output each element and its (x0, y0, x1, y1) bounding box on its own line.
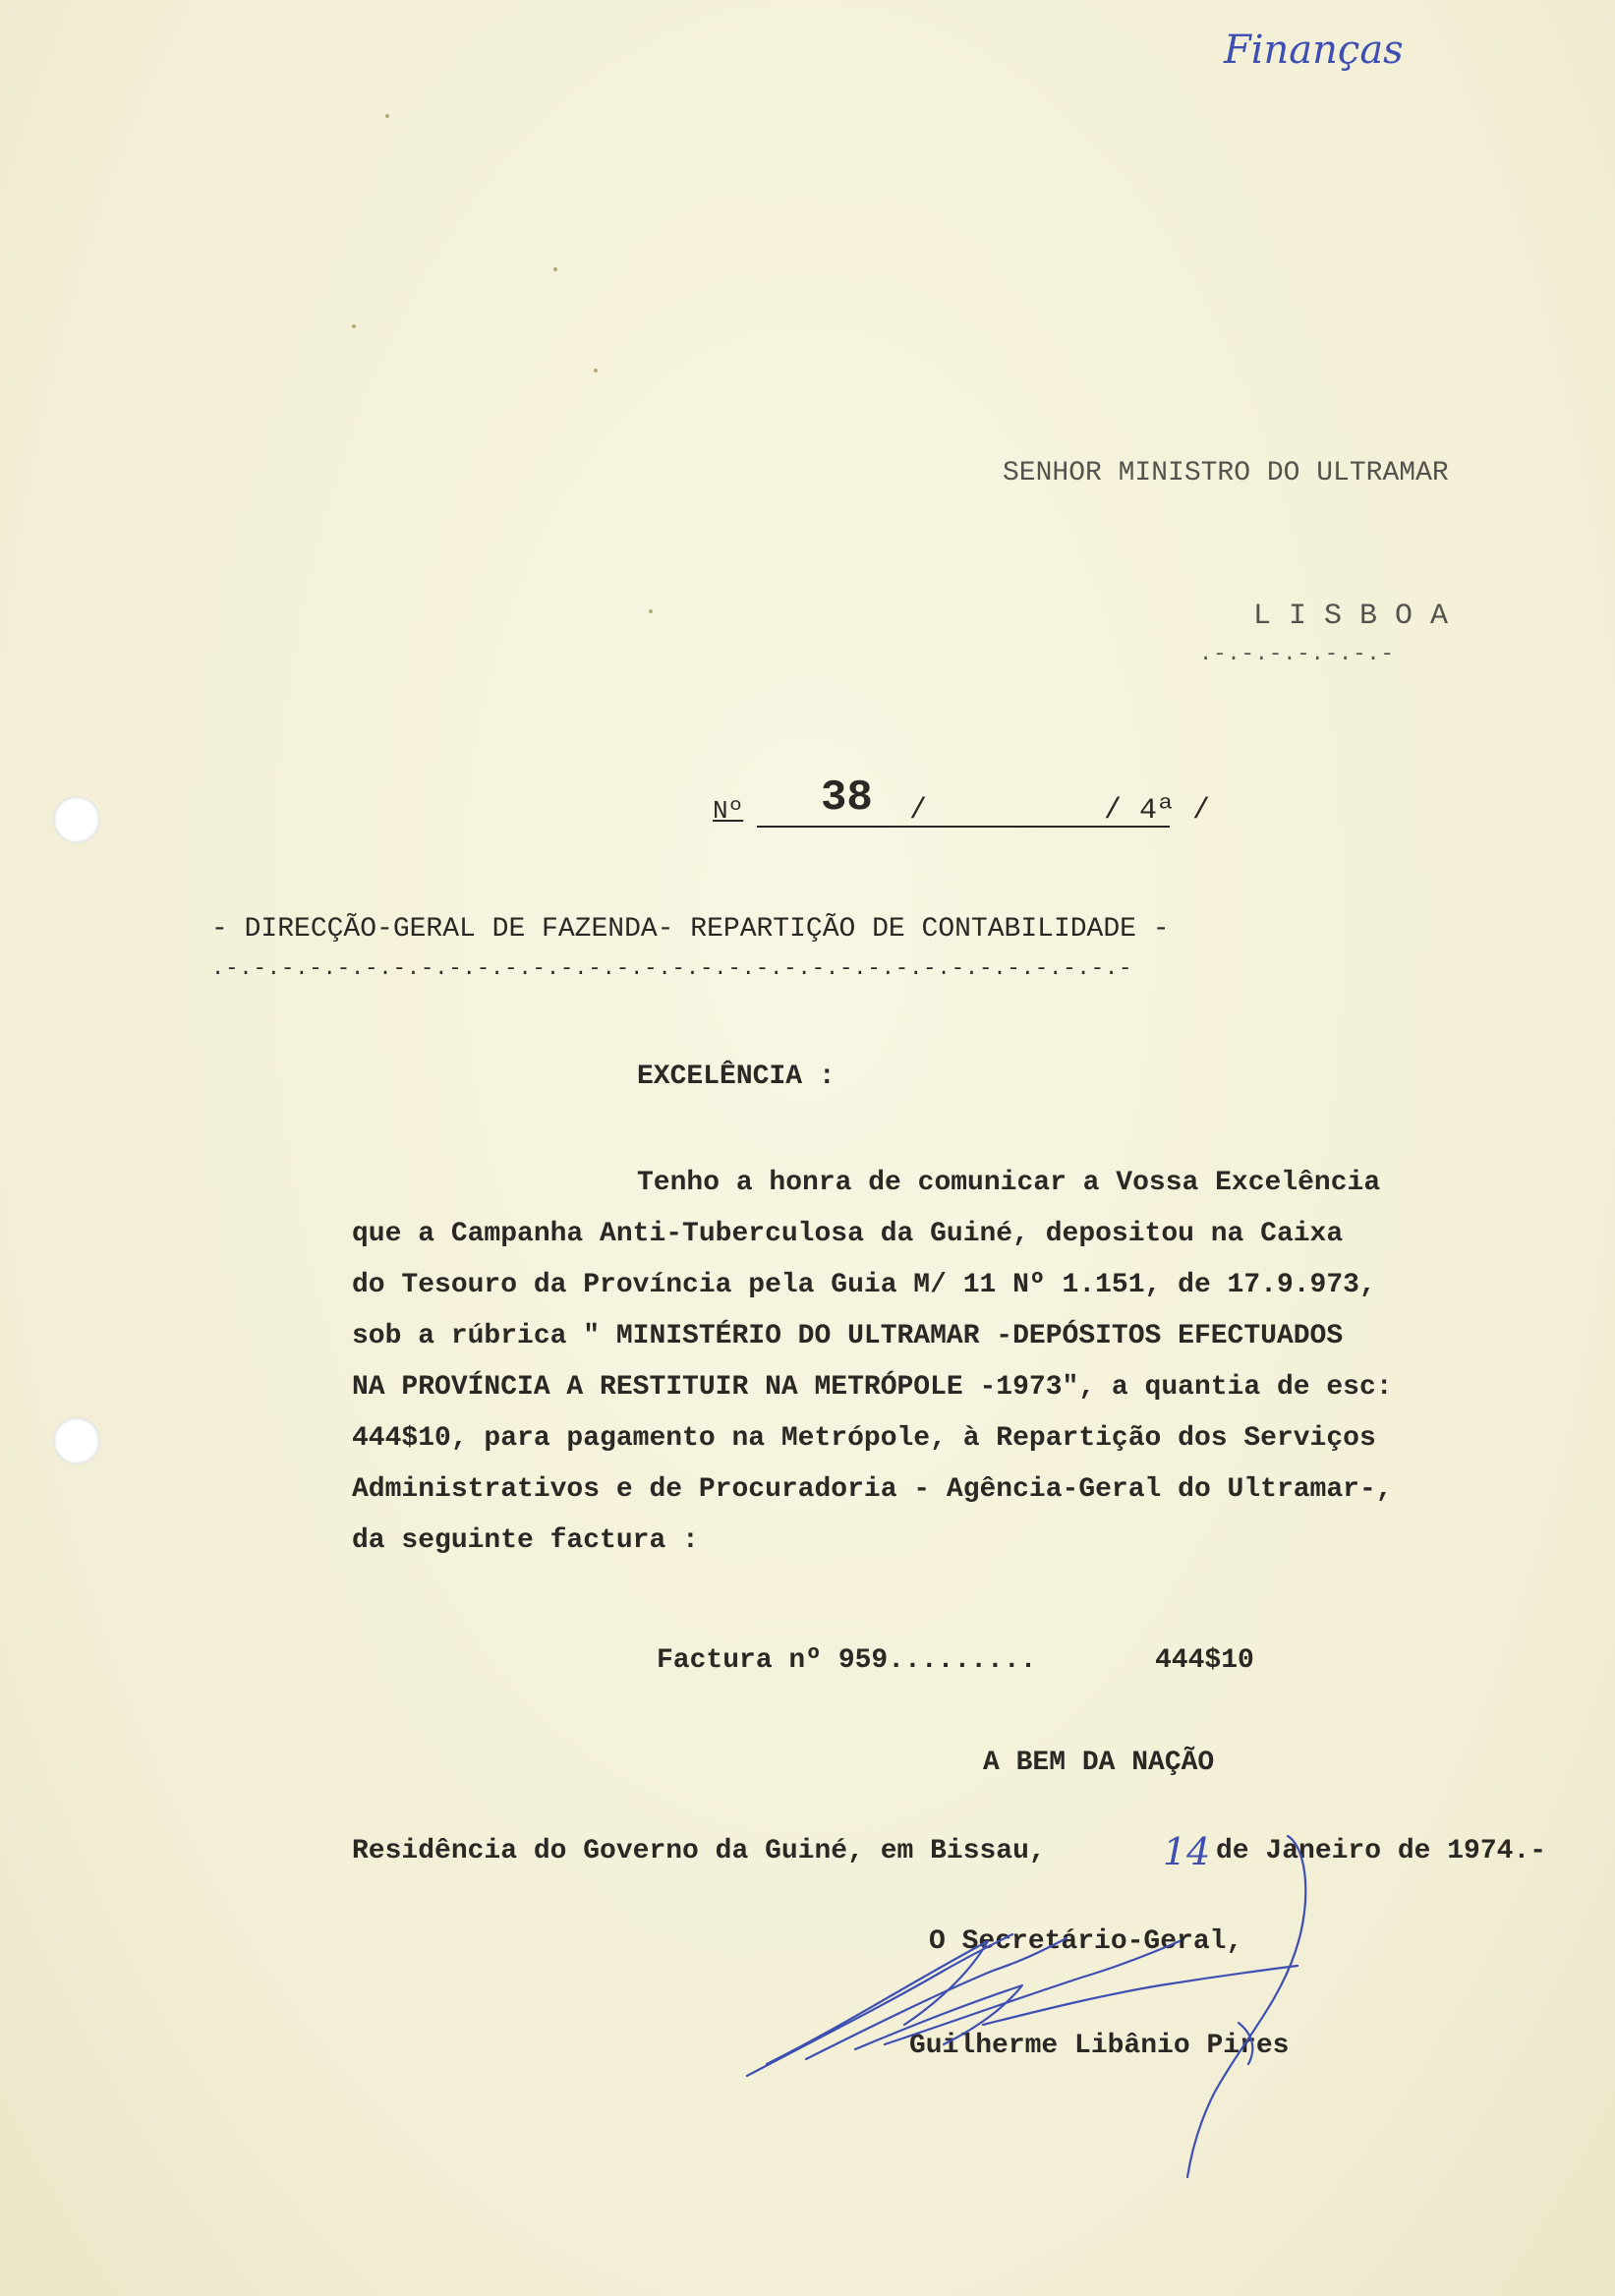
punch-hole-top (53, 796, 100, 843)
salutation: EXCELÊNCIA : (637, 1062, 836, 1092)
handwritten-day: 14 (1163, 1830, 1211, 1873)
reference-prefix: Nº (713, 796, 744, 826)
punch-hole-bottom (53, 1417, 100, 1464)
invoice-label: Factura nº 959......... (657, 1645, 1037, 1676)
place-date-before: Residência do Governo da Guiné, em Bissau, (352, 1836, 1046, 1866)
body-line: da seguinte factura : (352, 1525, 699, 1556)
department-rule: .-.-.-.-.-.-.-.-.-.-.-.-.-.-.-.-.-.-.-.-.-.-.-.-.-.-.-.-.-.-.-.-.- (211, 956, 1133, 981)
invoice-amount: 444$10 (1155, 1645, 1254, 1676)
signatory-name: Guilherme Libânio Pires (909, 2031, 1290, 2061)
addressee-city: L I S B O A (1253, 600, 1449, 633)
body-line: do Tesouro da Província pela Guia M/ 11 Nº 1.151, de 17.9.973, (352, 1270, 1376, 1300)
body-line: 444$10, para pagamento na Metrópole, à Repartição dos Serviços (352, 1423, 1376, 1454)
body-line: que a Campanha Anti-Tuberculosa da Guiné, depositou na Caixa (352, 1219, 1344, 1249)
paper-speck (553, 267, 557, 271)
body-line: NA PROVÍNCIA A RESTITUIR NA METRÓPOLE -1973", a quantia de esc: (352, 1372, 1393, 1403)
place-date-after: de Janeiro de 1974.- (1216, 1836, 1547, 1866)
paper-speck (649, 609, 653, 613)
body-line: Administrativos e de Procuradoria - Agência-Geral do Ultramar-, (352, 1474, 1393, 1505)
closing-formula: A BEM DA NAÇÃO (983, 1748, 1215, 1778)
reference-number-value: 38 (821, 774, 873, 823)
reference-underline (757, 826, 1170, 828)
addressee-city-rule: .-.-.-.-.-.-.- (1199, 642, 1395, 666)
handwritten-annotation: Finanças (1224, 28, 1404, 73)
body-line: Tenho a honra de comunicar a Vossa Excelência (637, 1168, 1381, 1198)
paper-speck (352, 324, 356, 328)
paper-speck (594, 369, 598, 373)
body-line: sob a rúbrica " MINISTÉRIO DO ULTRAMAR -DEPÓSITOS EFECTUADOS (352, 1321, 1344, 1351)
department-heading: - DIRECÇÃO-GERAL DE FAZENDA- REPARTIÇÃO DE CONTABILIDADE - (211, 914, 1170, 945)
paper-speck (385, 114, 389, 118)
addressee-line: SENHOR MINISTRO DO ULTRAMAR (1003, 458, 1449, 488)
reference-rest: / / 4ª / (909, 794, 1211, 828)
signatory-title: O Secretário-Geral, (929, 1926, 1243, 1957)
